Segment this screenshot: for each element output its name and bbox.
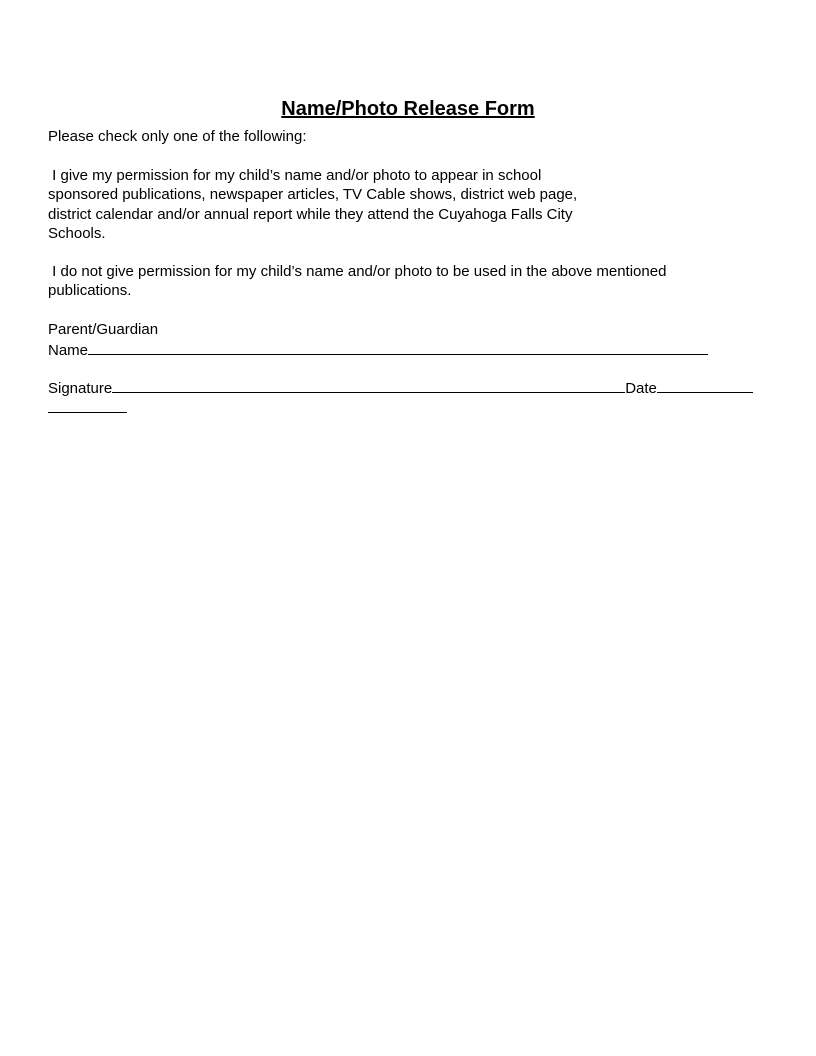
date-field-continuation[interactable] [48, 398, 127, 413]
signature-label: Signature [48, 380, 113, 397]
date-label: Date [625, 380, 657, 397]
date-field[interactable] [657, 378, 753, 393]
signature-row [48, 378, 753, 398]
date-field-continuation-row [48, 398, 127, 418]
option-1-text[interactable] [48, 166, 577, 244]
parent-name-field[interactable] [88, 340, 708, 355]
option-2-line: publications. [48, 282, 132, 300]
parent-guardian-label: Parent/Guardian [48, 321, 159, 338]
form-title: Name/Photo Release Form [281, 98, 535, 120]
instruction-text: Please check only one of the following: [48, 128, 307, 145]
option-2-line: I do not give permission for my child’s name and/or photo to be used in the above mentioned [48, 263, 667, 280]
option-1-line: sponsored publications, newspaper articles, TV Cable shows, district web page, [48, 186, 578, 204]
parent-name-row [48, 340, 708, 360]
option-1-line: Schools. [48, 225, 106, 243]
option-1-line: I give my permission for my child’s name and/or photo to appear in school [48, 167, 542, 184]
parent-name-label: Name [48, 342, 89, 359]
option-1-line: district calendar and/or annual report while they attend the Cuyahoga Falls City [48, 205, 573, 223]
option-2-text[interactable] [48, 262, 666, 301]
signature-field[interactable] [112, 378, 625, 393]
